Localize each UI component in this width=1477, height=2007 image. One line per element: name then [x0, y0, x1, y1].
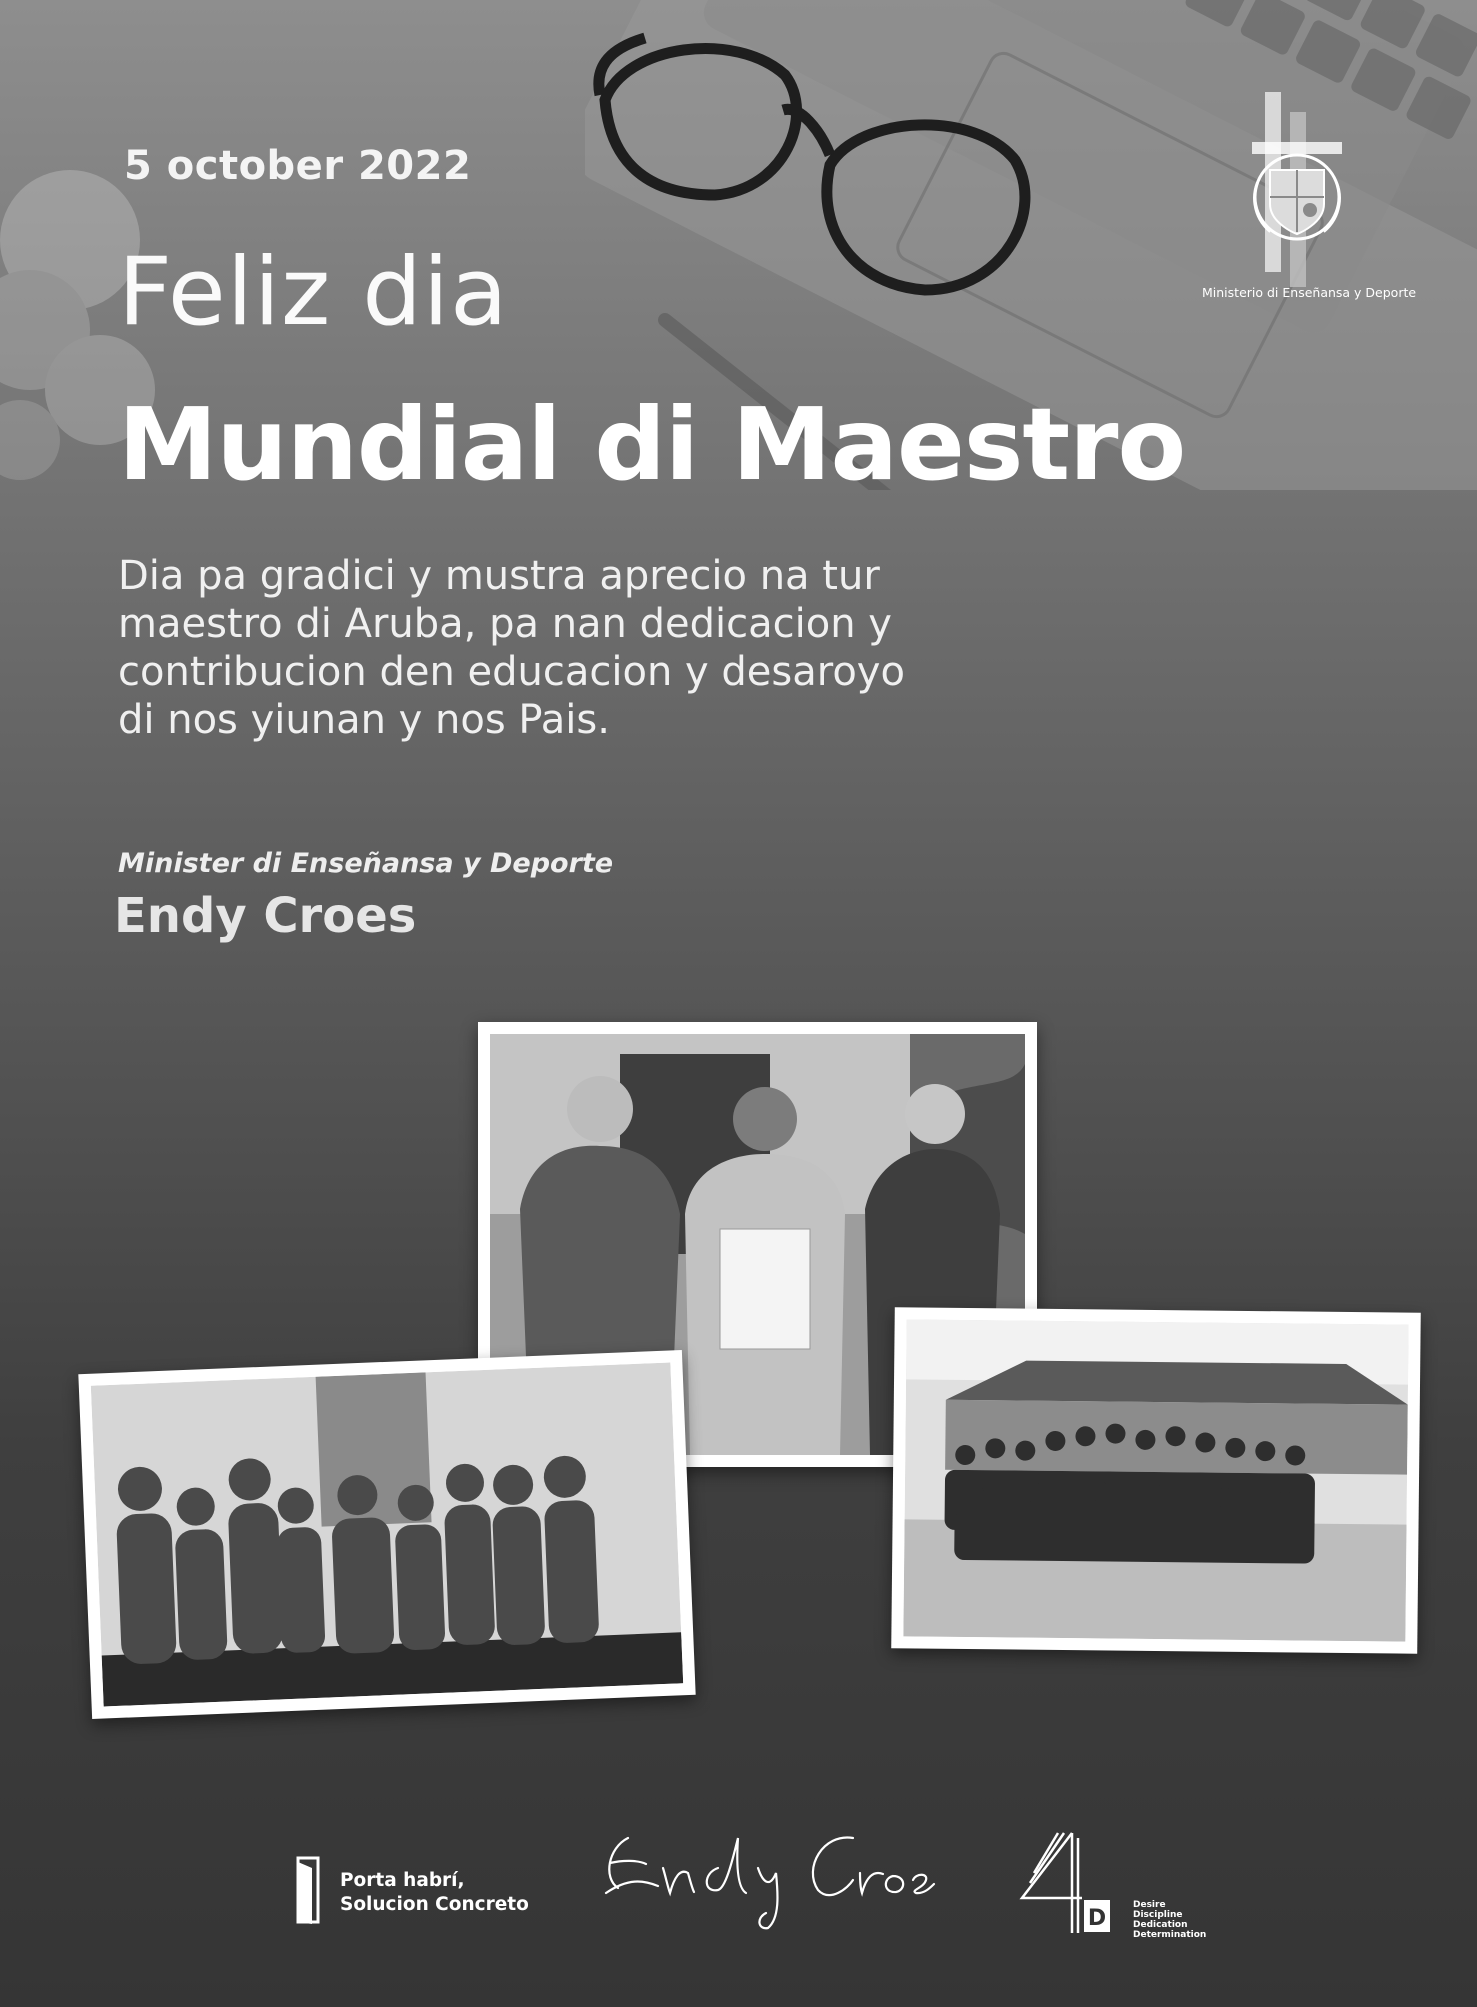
- slogan-line-2: Solucion Concreto: [340, 1894, 529, 1915]
- coat-of-arms-icon: [1190, 92, 1390, 302]
- message-line: di nos yiunan y nos Pais.: [118, 697, 610, 743]
- minister-role: Minister di Enseñansa y Deporte: [118, 848, 614, 879]
- message-line: maestro di Aruba, pa nan dedicacion y: [118, 601, 892, 647]
- svg-text:D: D: [1087, 1906, 1107, 1931]
- slogan-line-1: Porta habrí,: [340, 1870, 465, 1891]
- title-line-1: Feliz dia: [118, 238, 509, 347]
- brand-words: [1133, 1900, 1206, 1940]
- photo-group-indoors: [78, 1350, 695, 1719]
- ministry-caption: Ministerio di Enseñansa y Deporte: [1202, 285, 1417, 300]
- brand-word: Determination: [1133, 1930, 1207, 1940]
- signature-image: [598, 1818, 938, 1938]
- door-icon: [296, 1856, 322, 1926]
- message-line: contribucion den educacion y desaroyo: [118, 649, 905, 695]
- message-line: Dia pa gradici y mustra aprecio na tur: [118, 553, 880, 599]
- date-label: 5 october 2022: [124, 143, 472, 189]
- title-line-2: Mundial di Maestro: [118, 386, 1186, 503]
- photo-group-outdoors: [891, 1307, 1421, 1653]
- minister-name: Endy Croes: [114, 888, 417, 944]
- brand-word: Desire: [1133, 1900, 1166, 1910]
- 4d-logo-icon: [1012, 1828, 1112, 1938]
- brand-word: Dedication: [1133, 1920, 1188, 1930]
- footer-slogan: [340, 1869, 529, 1917]
- brand-word: Discipline: [1133, 1910, 1183, 1920]
- message-paragraph: [118, 552, 1018, 744]
